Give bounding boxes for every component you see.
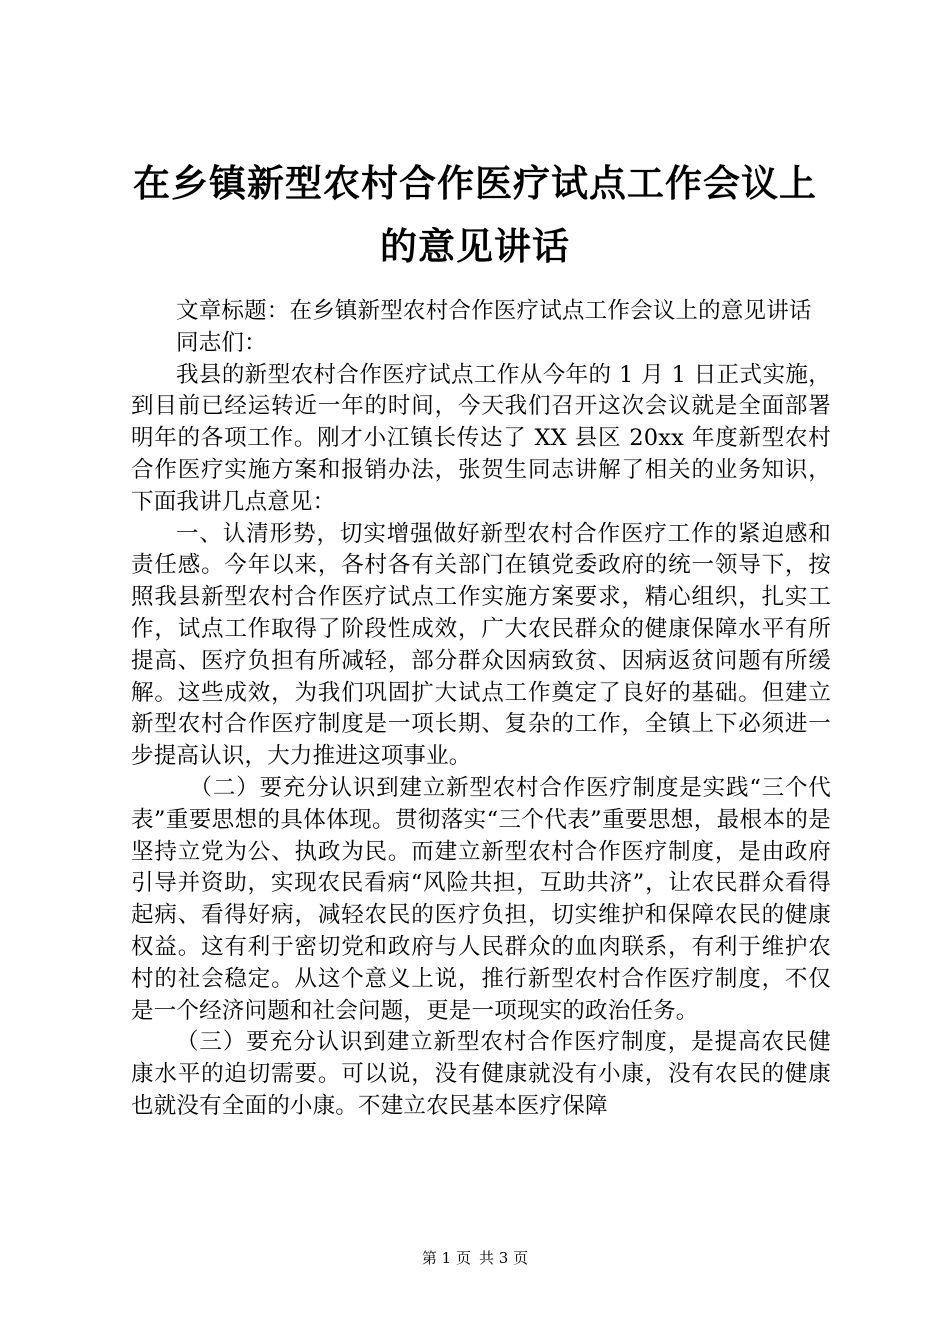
page-total: 共 3 页 (479, 1249, 529, 1267)
page-number: 第 1 页 (421, 1249, 471, 1267)
paragraph-section-3: （三）要充分认识到建立新型农村合作医疗制度，是提高农民健康水平的迫切需要。可以说，没有健康就没有小康，没有农民的健康也就没有全面的小康。不建立农民基本医疗保障 (131, 1029, 831, 1119)
paragraph-section-1: 一、认清形势，切实增强做好新型农村合作医疗工作的紧迫感和责任感。今年以来，各村各有关部门在镇党委政府的统一领导下，按照我县新型农村合作医疗试点工作实施方案要求，精心组织，扎实工作，试点工作取得了阶段性成效，广大农民群众的健康保障水平有所提高、医疗负担有所减轻，部分群众因病致贫、因病返贫问题有所缓解。这些成效，为我们巩固扩大试点工作奠定了良好的基础。但建立新型农村合作医疗制度是一项长期、复杂的工作，全镇上下必须进一步提高认识，大力推进这项事业。 (131, 520, 831, 770)
paragraph-intro: 我县的新型农村合作医疗试点工作从今年的 1 月 1 日正式实施，到目前已经运转近一年的时间，今天我们召开这次会议就是全面部署明年的各项工作。刚才小江镇长传达了 XX 县区 20xx 年度新型农村合作医疗实施方案和报销办法，张贺生同志讲解了相关的业务知识，下面我讲几点意见： (131, 361, 831, 515)
document-body (131, 296, 831, 1123)
page-footer (0, 1248, 950, 1268)
paragraph-section-2: （二）要充分认识到建立新型农村合作医疗制度是实践“三个代表”重要思想的具体体现。贯彻落实“三个代表”重要思想，最根本的是坚持立党为公、执政为民。而建立新型农村合作医疗制度，是由政府引导并资助，实现农民看病“风险共担，互助共济”，让农民群众看得起病、看得好病，减轻农民的医疗负担，切实维护和保障农民的健康权益。这有利于密切党和政府与人民群众的血肉联系，有利于维护农村的社会稳定。从这个意义上说，推行新型农村合作医疗制度，不仅是一个经济问题和社会问题，更是一项现实的政治任务。 (131, 774, 831, 1024)
article-title-line: 文章标题：在乡镇新型农村合作医疗试点工作会议上的意见讲话 (176, 298, 812, 324)
salutation: 同志们： (176, 329, 267, 356)
document-title: 在乡镇新型农村合作医疗试点工作会议上的意见讲话 (133, 162, 817, 268)
